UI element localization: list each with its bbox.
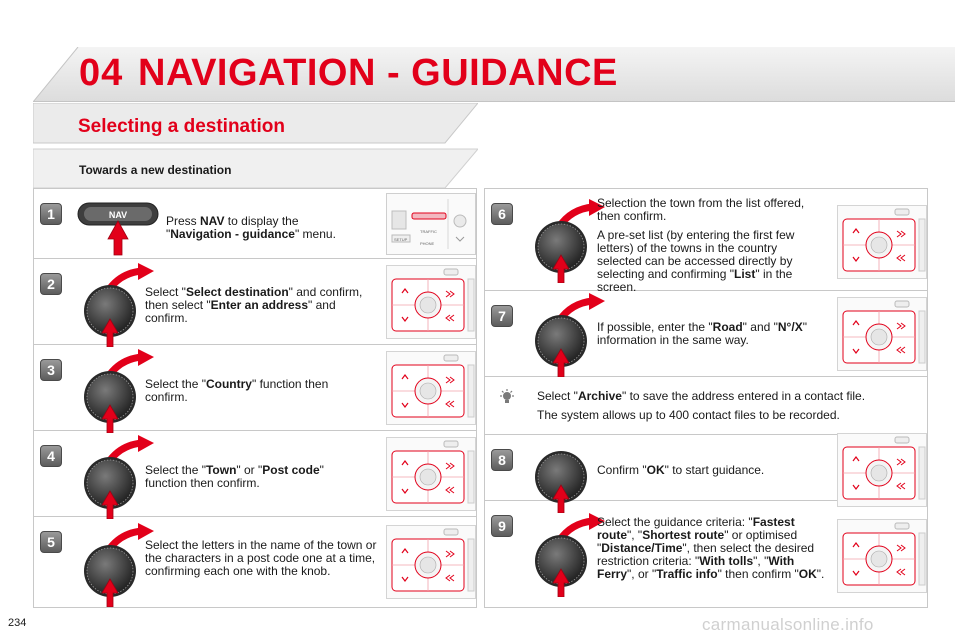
section-title: Selecting a destination (78, 116, 285, 137)
chapter-title: NAVIGATION - GUIDANCE (138, 52, 618, 94)
step-number-badge: 9 (491, 515, 513, 537)
emphasis-term: Enter an address (210, 298, 309, 312)
control-panel-illustration (386, 525, 476, 599)
step-1-text: Press NAV to display the "Navigation - guidance" menu. (166, 214, 336, 241)
control-panel-illustration (837, 297, 927, 371)
emphasis-term: Select destination (185, 285, 289, 299)
lightbulb-icon (499, 389, 515, 405)
emphasis-term: Fastest route (597, 515, 795, 542)
emphasis-term: Traffic info (656, 567, 718, 581)
step-number-badge: 4 (40, 445, 62, 467)
emphasis-term: List (734, 267, 756, 281)
emphasis-term: Navigation - guidance (170, 227, 295, 241)
emphasis-term: Distance/Time (601, 541, 683, 555)
emphasis-term: With tolls (699, 554, 754, 568)
steps-column-right (484, 188, 928, 608)
control-panel-illustration (386, 437, 476, 511)
control-panel-illustration (837, 205, 927, 279)
control-panel-illustration (386, 351, 476, 425)
step-7-text: If possible, enter the "Road" and "N°/X" information in the same way. (597, 320, 807, 347)
emphasis-term: NAV (200, 214, 225, 228)
step-4 (34, 431, 476, 517)
step-4-text: Select the "Town" or "Post code" function then confirm. (145, 463, 324, 490)
tip-para-2: The system allows up to 400 contact files to be recorded. (537, 408, 840, 422)
step-6-text (597, 197, 825, 300)
tip-para-1: Select "Archive" to save the address entered in a contact file. (537, 389, 866, 403)
emphasis-term: Shortest route (642, 528, 725, 542)
emphasis-term: Road (712, 320, 743, 334)
control-panel-illustration (837, 433, 927, 507)
step-number-badge: 6 (491, 203, 513, 225)
step-2 (34, 259, 476, 345)
section-subtitle: Towards a new destination (79, 163, 232, 177)
watermark: carmanualsonline.info (702, 615, 874, 634)
tip-archive (485, 377, 927, 435)
step-2-text: Select "Select destination" and confirm, then select "Enter an address" and confirm. (145, 285, 363, 325)
step-6-para-2: A pre-set list (by entering the first few letters) of the towns in the country selected can be accessed directly by selecting and confirming "List" in the screen. (597, 228, 795, 294)
emphasis-term: N°/X (777, 320, 803, 334)
panel-traffic-label: TRAFFIC (420, 229, 437, 234)
emphasis-term: Country (205, 377, 252, 391)
nav-button-icon (76, 199, 162, 262)
emphasis-term: Post code (262, 463, 320, 477)
page-number: 234 (8, 617, 27, 629)
emphasis-term: Archive (577, 389, 622, 403)
step-5 (34, 517, 476, 608)
step-5-text: Select the letters in the name of the town or the characters in a post code one at a time, confirming each one with the knob. (145, 538, 377, 578)
emphasis-term: OK (646, 463, 665, 477)
step-8 (485, 435, 927, 501)
step-6-para-1: Selection the town from the list offered, then confirm. (597, 196, 805, 223)
emphasis-term: Town (205, 463, 237, 477)
step-number-badge: 7 (491, 305, 513, 327)
control-panel-illustration (386, 265, 476, 339)
control-panel-illustration (837, 519, 927, 593)
step-number-badge: 8 (491, 449, 513, 471)
step-number-badge: 1 (40, 203, 62, 225)
step-8-text: Confirm "OK" to start guidance. (597, 463, 765, 477)
step-number-badge: 5 (40, 531, 62, 553)
step-7 (485, 291, 927, 377)
step-6 (485, 189, 927, 294)
step-number-badge: 3 (40, 359, 62, 381)
nav-button-label: NAV (108, 210, 128, 220)
panel-setup-label: SETUP (394, 237, 408, 242)
steps-column-left (33, 188, 477, 608)
emphasis-term: With Ferry (597, 554, 795, 581)
step-number-badge: 2 (40, 273, 62, 295)
tip-text (537, 390, 917, 428)
emphasis-term: OK (798, 567, 817, 581)
panel-phone-label: PHONE (420, 241, 435, 246)
control-panel-illustration (386, 193, 476, 267)
step-9 (485, 501, 927, 608)
step-1 (34, 189, 476, 259)
step-9-text: Select the guidance criteria: "Fastest route", "Shortest route" or optimised "Distance/Time", then select the desired restriction criteria: "With tolls", "With Ferry", or "Traffic info" then confirm "OK". (597, 515, 825, 581)
chapter-number: 04 (79, 52, 124, 94)
step-3 (34, 345, 476, 431)
step-3-text: Select the "Country" function then confirm. (145, 377, 329, 404)
